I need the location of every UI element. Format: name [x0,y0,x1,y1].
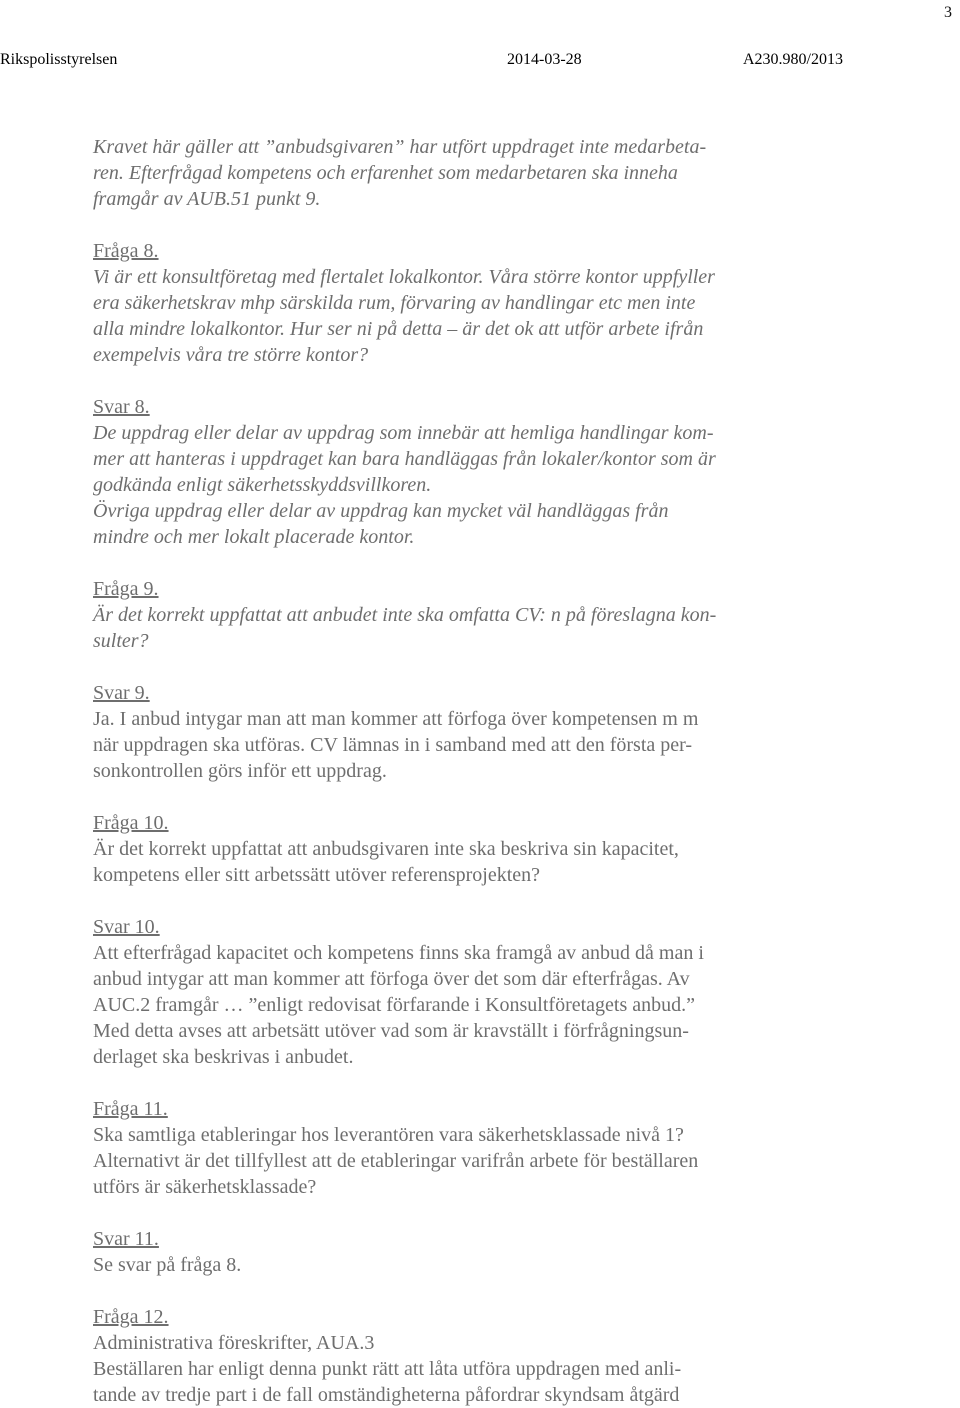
paragraph-spacer [93,1200,793,1226]
document-body [93,134,793,1408]
text-line: framgår av AUB.51 punkt 9. [93,188,321,210]
section-heading: Svar 8. [93,396,150,418]
paragraph-spacer [93,212,793,238]
text-line: Att efterfrågad kapacitet och kompetens finns ska framgå av anbud då man i [93,942,704,964]
qa-block [93,134,793,212]
text-line: Ja. I anbud intygar man att man kommer att förfoga över kompetensen m m [93,708,699,730]
qa-block [93,1096,793,1200]
section-heading: Fråga 8. [93,240,159,262]
paragraph-spacer [93,550,793,576]
paragraph-spacer [93,368,793,394]
qa-block [93,1226,793,1278]
text-line: Ska samtliga etableringar hos leverantören vara säkerhetsklassade nivå 1? [93,1124,684,1146]
text-line: era säkerhetskrav mhp särskilda rum, förvaring av handlingar etc men inte [93,292,696,314]
text-line: godkända enligt säkerhetsskyddsvillkoren. [93,474,432,496]
qa-block [93,394,793,550]
text-line: utförs är säkerhetsklassade? [93,1176,317,1198]
text-line: mindre och mer lokalt placerade kontor. [93,526,415,548]
qa-block [93,810,793,888]
paragraph-spacer [93,1278,793,1304]
text-line: Se svar på fråga 8. [93,1254,242,1276]
text-line: sonkontrollen görs inför ett uppdrag. [93,760,387,782]
header-date: 2014-03-28 [507,51,582,68]
text-line: De uppdrag eller delar av uppdrag som innebär att hemliga handlingar kom- [93,422,714,444]
text-line: AUC.2 framgår … ”enligt redovisat förfarande i Konsultföretagets anbud.” [93,994,696,1016]
qa-block [93,914,793,1070]
text-line: Alternativt är det tillfyllest att de etableringar varifrån arbete för beställaren [93,1150,699,1172]
page-number: 3 [944,4,952,21]
text-line: Administrativa föreskrifter, AUA.3 [93,1332,375,1354]
section-heading: Svar 10. [93,916,160,938]
page-header [0,51,960,75]
text-line: ren. Efterfrågad kompetens och erfarenhet som medarbetaren ska inneha [93,162,678,184]
qa-block [93,1304,793,1408]
text-line: Kravet här gäller att ”anbudsgivaren” har utfört uppdraget inte medarbeta- [93,136,707,158]
text-line: Är det korrekt uppfattat att anbudet inte ska omfatta CV: n på föreslagna kon- [93,604,717,626]
section-heading: Fråga 9. [93,578,159,600]
paragraph-spacer [93,654,793,680]
text-line: alla mindre lokalkontor. Hur ser ni på detta – är det ok att utför arbete ifrån [93,318,704,340]
text-line: när uppdragen ska utföras. CV lämnas in i samband med att den första per- [93,734,693,756]
text-line: Vi är ett konsultföretag med flertalet lokalkontor. Våra större kontor uppfyller [93,266,715,288]
section-heading: Svar 9. [93,682,150,704]
text-line: sulter? [93,630,149,652]
text-line: Med detta avses att arbetsätt utöver vad som är kravställt i förfrågningsun- [93,1020,689,1042]
section-heading: Fråga 10. [93,812,169,834]
qa-block [93,680,793,784]
paragraph-spacer [93,784,793,810]
text-line: tande av tredje part i de fall omständigheterna påfordrar skyndsam åtgärd [93,1384,680,1406]
text-line: Är det korrekt uppfattat att anbudsgivaren inte ska beskriva sin kapacitet, [93,838,679,860]
section-heading: Fråga 12. [93,1306,169,1328]
qa-block [93,238,793,368]
text-line: exempelvis våra tre större kontor? [93,344,369,366]
header-reference: A230.980/2013 [743,51,843,68]
text-line: kompetens eller sitt arbetssätt utöver referensprojekten? [93,864,541,886]
paragraph-spacer [93,1070,793,1096]
text-line: derlaget ska beskrivas i anbudet. [93,1046,354,1068]
header-organization: Rikspolisstyrelsen [0,51,118,68]
text-line: mer att hanteras i uppdraget kan bara handläggas från lokaler/kontor som är [93,448,716,470]
qa-block [93,576,793,654]
section-heading: Fråga 11. [93,1098,168,1120]
text-line: Övriga uppdrag eller delar av uppdrag kan mycket väl handläggas från [93,500,669,522]
paragraph-spacer [93,888,793,914]
section-heading: Svar 11. [93,1228,159,1250]
text-line: Beställaren har enligt denna punkt rätt att låta utföra uppdragen med anli- [93,1358,682,1380]
text-line: anbud intygar att man kommer att förfoga över det som där efterfrågas. Av [93,968,690,990]
